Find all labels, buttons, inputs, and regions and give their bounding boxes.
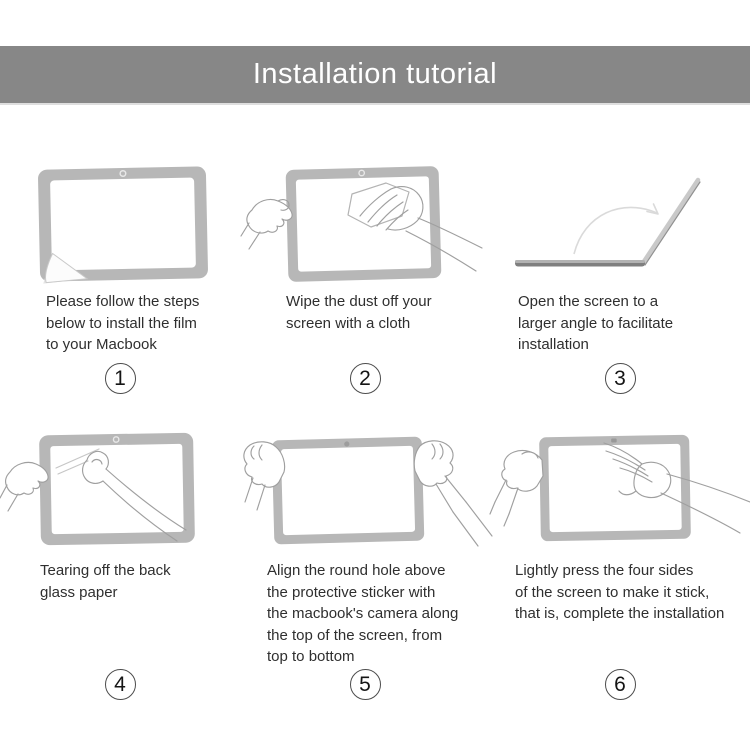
caption-line: larger angle to facilitate xyxy=(518,314,674,332)
step-6-caption xyxy=(490,554,750,625)
caption-line: the top of the screen, from xyxy=(267,626,443,644)
step-1-caption xyxy=(0,285,240,356)
wipe-screen-cloth-icon xyxy=(240,162,502,292)
step-5-caption xyxy=(240,554,490,668)
caption-line: Tearing off the back xyxy=(40,562,171,579)
caption-line: installation xyxy=(518,336,589,353)
step-4-panel xyxy=(0,420,240,710)
step-4-number-badge: 4 xyxy=(105,669,136,700)
caption-line: Open the screen to a xyxy=(518,293,659,310)
step-1-number-wrap xyxy=(0,363,240,400)
step-1-illustration xyxy=(0,150,240,285)
step-3-caption xyxy=(490,285,750,356)
step-6-number-badge: 6 xyxy=(605,669,636,700)
header-bar xyxy=(0,46,750,103)
step-2-caption xyxy=(240,285,490,334)
step-3-panel xyxy=(490,150,750,400)
step-6-number-wrap xyxy=(490,669,750,710)
step-1-panel xyxy=(0,150,240,400)
page-title: Installation tutorial xyxy=(252,58,498,90)
step-2-number-badge: 2 xyxy=(350,363,381,394)
caption-line: Lightly press the four sides xyxy=(515,562,694,579)
step-2-number-wrap xyxy=(240,363,490,400)
press-screen-palm-icon xyxy=(490,422,750,560)
caption-line: glass paper xyxy=(40,583,118,601)
caption-line: below to install the film xyxy=(46,314,197,332)
open-laptop-angle-icon xyxy=(490,162,740,282)
step-2-illustration xyxy=(240,150,490,285)
steps-row-1 xyxy=(0,150,750,400)
step-3-illustration xyxy=(490,150,750,285)
step-6-panel xyxy=(490,420,750,710)
caption-line: of the screen to make it stick, xyxy=(515,583,710,601)
caption-line: that is, complete the installation xyxy=(515,605,725,622)
step-2-panel xyxy=(240,150,490,400)
step-4-number-wrap xyxy=(0,669,240,710)
step-5-panel xyxy=(240,420,490,710)
macbook-screen-peel-corner-icon xyxy=(38,164,208,284)
step-3-number-wrap xyxy=(490,363,750,400)
caption-line: Align the round hole above xyxy=(267,562,446,579)
caption-line: the macbook's camera along xyxy=(267,605,459,622)
tear-back-paper-hand-icon xyxy=(0,422,245,560)
step-5-illustration xyxy=(240,420,490,554)
step-6-illustration xyxy=(490,420,750,554)
step-5-number-wrap xyxy=(240,669,490,710)
step-1-number-badge: 1 xyxy=(105,363,136,394)
caption-line: to your Macbook xyxy=(46,336,157,353)
caption-line: top to bottom xyxy=(267,648,355,665)
step-4-caption xyxy=(0,554,240,603)
hold-screen-two-hands-icon xyxy=(240,424,502,560)
caption-line: the protective sticker with xyxy=(267,583,436,601)
caption-line: Please follow the steps xyxy=(46,293,200,310)
caption-line: Wipe the dust off your xyxy=(286,293,432,310)
step-5-number-badge: 5 xyxy=(350,669,381,700)
step-3-number-badge: 3 xyxy=(605,363,636,394)
caption-line: screen with a cloth xyxy=(286,314,411,332)
steps-row-2 xyxy=(0,420,750,710)
step-4-illustration xyxy=(0,420,240,554)
